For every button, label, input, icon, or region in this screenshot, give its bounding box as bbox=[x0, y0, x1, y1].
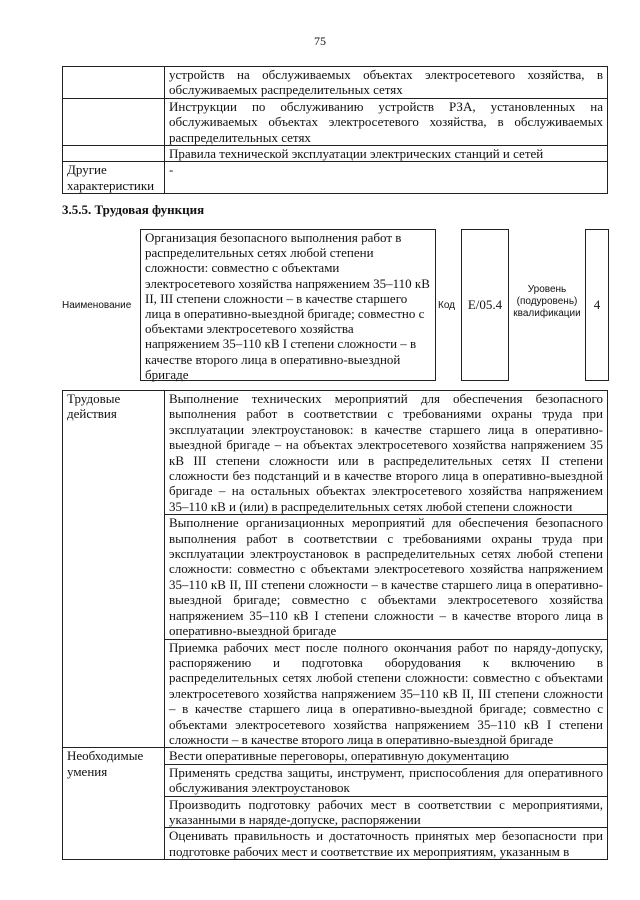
table-row bbox=[63, 162, 608, 194]
name-label: Наименование bbox=[62, 300, 132, 311]
labor-action-item: Выполнение организационных мероприятий для обеспечения безопасного выполнения работ в соответствии с требованиями охраны труда при эксплуатации электроустановок в распределительных сетях любой степени сложности: совместно с объектами электросетевого хозяйства напряжением 35–110 кВ II, III степени сложности – в качестве старшего лица в оперативно-выездной бригаде; совместно с объектами электросетевого хозяйства напряжением 35–110 кВ I степени сложности – в качестве второго лица в оперативно-выездной бригаде bbox=[165, 515, 608, 639]
function-name-box: Организация безопасного выполнения работ в распределительных сетях любой степени сложности: совместно с объектами электросетевого хозяйства напряжением 35–110 кВ II, III степени сложности – в качестве старшего лица в оперативно-выездной бригаде; совместно с объектами электросетевого хозяйства напряжением 35–110 кВ I степени сложности – в качестве второго лица в оперативно-выездной бригаде bbox=[140, 229, 436, 381]
table-cell: Инструкции по обслуживанию устройств РЗА, установленных на обслуживаемых объектах электросетевого хозяйства, в обслуживаемых распределительных сетях bbox=[165, 98, 608, 145]
code-label: Код bbox=[438, 300, 456, 311]
other-characteristics-label: Другие характеристики bbox=[63, 162, 165, 194]
table-cell: устройств на обслуживаемых объектах электросетевого хозяйства, в обслуживаемых распределительных сетях bbox=[165, 67, 608, 99]
empty-label-cell bbox=[63, 146, 165, 162]
skill-item: Применять средства защиты, инструмент, приспособления для оперативного обслуживания электроустановок bbox=[165, 764, 608, 796]
table-row bbox=[63, 391, 608, 515]
other-characteristics-value: - bbox=[165, 162, 608, 194]
qualification-level-box bbox=[585, 229, 609, 381]
code-box bbox=[461, 229, 509, 381]
labor-action-item: Приемка рабочих мест после полного окончания работ по наряду-допуску, распоряжению и подготовка оборудования к включению в распределительных сетях любой степени сложности: совместно с объектами электросетевого хозяйства напряжением 35–110 кВ II, III степени сложности – в качестве старшего лица в оперативно-выездной бригаде; совместно с объектами электросетевого хозяйства напряжением 35–110 кВ I степени сложности – в качестве второго лица в оперативно-выездной бригаде bbox=[165, 639, 608, 748]
empty-label-cell bbox=[63, 67, 165, 99]
table-row bbox=[63, 146, 608, 162]
labor-function-table bbox=[62, 390, 608, 860]
required-skills-label: Необходимые умения bbox=[63, 748, 165, 860]
code-value: E/05.4 bbox=[467, 297, 503, 312]
section-title: 3.5.5. Трудовая функция bbox=[62, 202, 205, 217]
skill-item: Оценивать правильность и достаточность принятых мер безопасности при подготовке рабочих мест и соответствие их мероприятиям, указанным в bbox=[165, 828, 608, 860]
table-row bbox=[63, 67, 608, 99]
qualification-level-value: 4 bbox=[593, 297, 601, 312]
skill-item: Производить подготовку рабочих мест в соответствии с мероприятиями, указанными в наряде-допуске, распоряжении bbox=[165, 796, 608, 828]
empty-label-cell bbox=[63, 98, 165, 145]
labor-action-item: Выполнение технических мероприятий для обеспечения безопасного выполнения работ в соответствии с требованиями охраны труда при эксплуатации электроустановок: в качестве старшего лица в оперативно-выездной бригаде – на объектах электросетевого хозяйства напряжением 35 кВ III степени сложности или в распределительных сетях II степени сложности без подстанций и в качестве второго лица в оперативно-выездной бригаде – на остальных объектах электросетевого хозяйства напряжением 35–110 кВ и (или) в распределительных сетях любой степени сложности bbox=[165, 391, 608, 515]
table-row bbox=[63, 748, 608, 764]
page-number: 75 bbox=[314, 34, 326, 48]
table-cell: Правила технической эксплуатации электрических станций и сетей bbox=[165, 146, 608, 162]
labor-actions-label: Трудовые действия bbox=[63, 391, 165, 748]
qualification-requirements-table bbox=[62, 66, 608, 194]
qualification-level-label: Уровень (подуровень) квалификации bbox=[513, 284, 581, 319]
skill-item: Вести оперативные переговоры, оперативную документацию bbox=[165, 748, 608, 764]
table-row bbox=[63, 98, 608, 145]
